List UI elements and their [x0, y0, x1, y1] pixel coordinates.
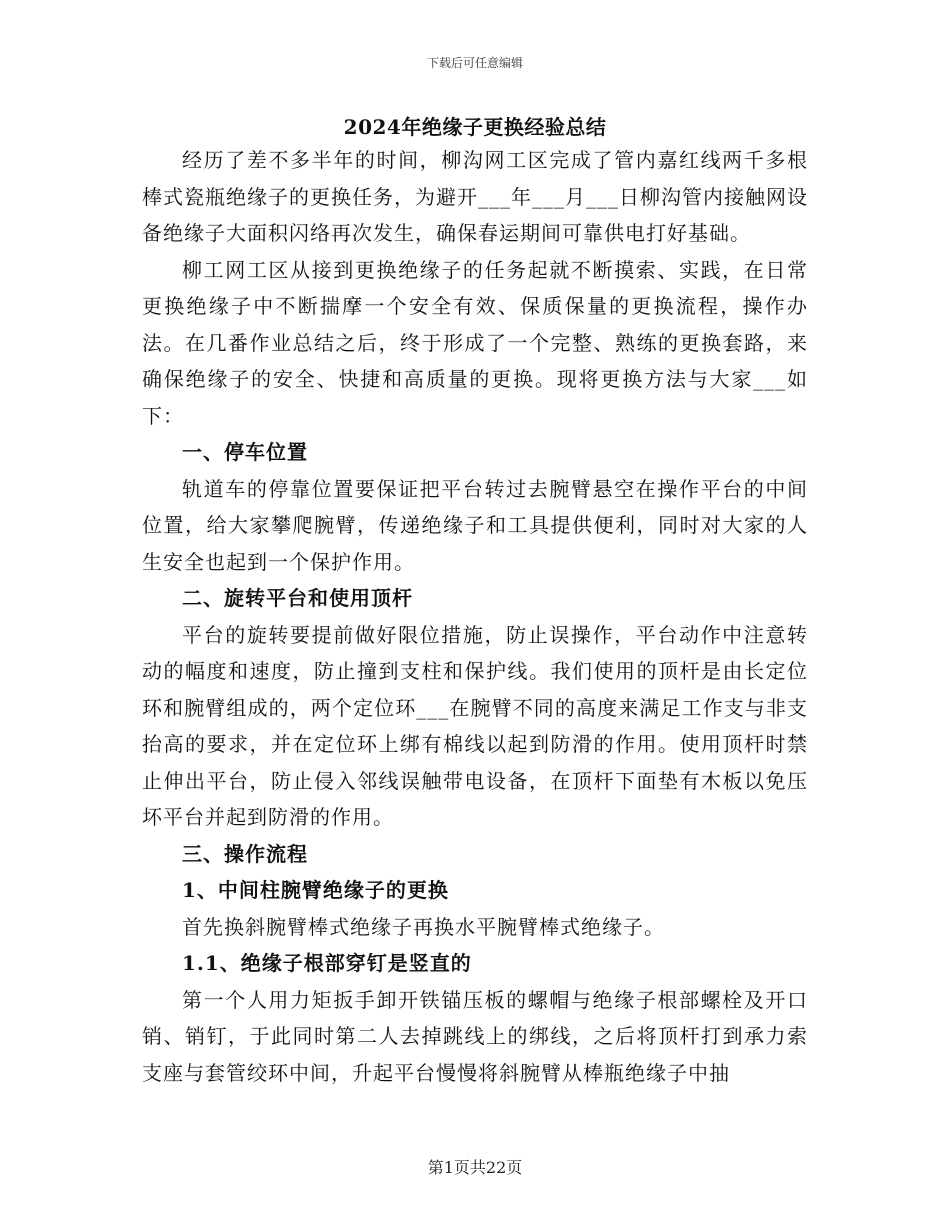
page-footer: 第1页共22页: [427, 1158, 523, 1177]
paragraph: 第一个人用力矩扳手卸开铁锚压板的螺帽与绝缘子根部螺栓及开口销、销钉，于此同时第二人去掉跳线上的绑线，之后将顶杆打到承力索支座与套管绞环中间，升起平台慢慢将斜腕臂从棒瓶绝缘子中抽: [142, 987, 808, 1085]
section-heading: 一、停车位置: [182, 440, 308, 464]
paragraph: 首先换斜腕臂棒式绝缘子再换水平腕臂棒式绝缘子。: [182, 914, 665, 939]
section-heading: 1.1、绝缘子根部穿钉是竖直的: [182, 951, 472, 975]
section-heading: 二、旋转平台和使用顶杆: [182, 586, 413, 610]
paragraph: 柳工网工区从接到更换绝缘子的任务起就不断摸索、实践，在日常更换绝缘子中不断揣摩一个安全有效、保质保量的更换流程，操作办法。在几番作业总结之后，终于形成了一个完整、熟练的更换套路，来确保绝缘子的安全、快捷和高质量的更换。现将更换方法与大家___如下：: [142, 257, 808, 428]
document-title: 2024年绝缘子更换经验总结: [343, 115, 607, 139]
title-wrap: [142, 112, 808, 142]
document-body: [142, 112, 808, 1091]
section-heading: 1、中间柱腕臂绝缘子的更换: [182, 878, 449, 902]
page-header: 下载后可任意编辑: [426, 56, 523, 70]
paragraph: 平台的旋转要提前做好限位措施，防止误操作，平台动作中注意转动的幅度和速度，防止撞到支柱和保护线。我们使用的顶杆是由长定位环和腕臂组成的，两个定位环___在腕臂不同的高度来满足工作支与非支抬高的要求，并在定位环上绑有棉线以起到防滑的作用。使用顶杆时禁止伸出平台，防止侵入邻线误触带电设备，在顶杆下面垫有木板以免压坏平台并起到防滑的作用。: [142, 622, 808, 829]
paragraph: 轨道车的停靠位置要保证把平台转过去腕臂悬空在操作平台的中间位置，给大家攀爬腕臂，传递绝缘子和工具提供便利，同时对大家的人生安全也起到一个保护作用。: [142, 476, 808, 574]
section-heading: 三、操作流程: [182, 841, 308, 866]
document-paragraphs: [142, 142, 808, 1091]
paragraph: 经历了差不多半年的时间，柳沟网工区完成了管内嘉红线两千多根棒式瓷瓶绝缘子的更换任务，为避开___年___月___日柳沟管内接触网设备绝缘子大面积闪络再次发生，确保春运期间可靠供电打好基础。: [142, 148, 808, 245]
